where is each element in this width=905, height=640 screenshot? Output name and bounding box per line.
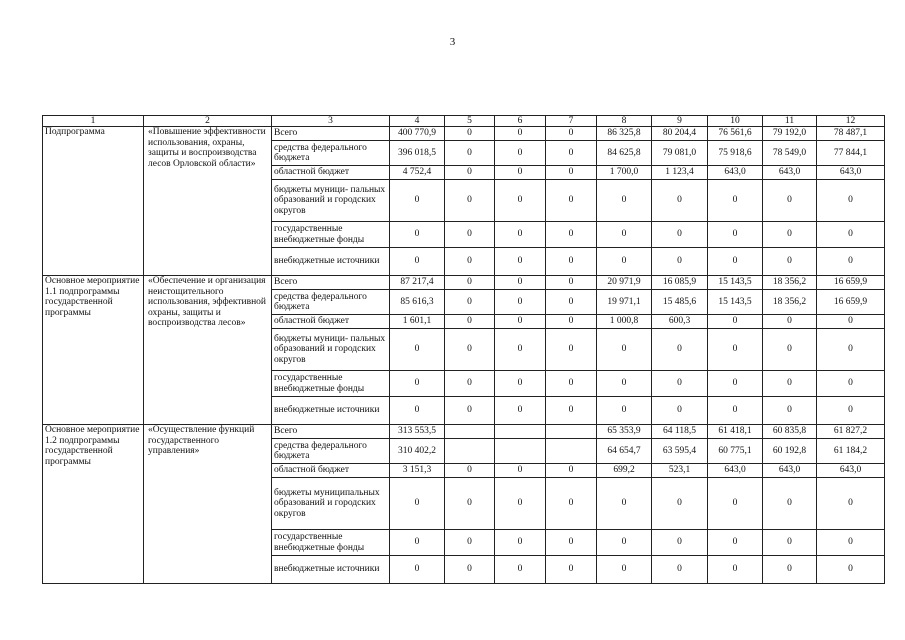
value-cell: 0	[763, 180, 817, 222]
value-cell: 61 827,2	[817, 425, 885, 439]
value-cell: 0	[390, 180, 445, 222]
value-cell: 0	[708, 222, 763, 248]
value-cell: 64 654,7	[597, 439, 652, 464]
value-cell: 0	[445, 315, 495, 329]
value-cell: 1 700,0	[597, 166, 652, 180]
event-name-cell: Основное мероприятие 1.1 подпрограммы государственной программы	[43, 276, 144, 425]
value-cell: 0	[445, 371, 495, 397]
event-name-cell: Основное мероприятие 1.2 подпрограммы государственной программы	[43, 425, 144, 584]
value-cell: 310 402,2	[390, 439, 445, 464]
value-cell: 0	[652, 397, 708, 425]
value-cell: 80 204,4	[652, 127, 708, 141]
header-cell: 8	[597, 116, 652, 127]
value-cell: 0	[652, 371, 708, 397]
value-cell: 643,0	[817, 166, 885, 180]
header-cell: 6	[495, 116, 546, 127]
event-title-cell: «Повышение эффективности использования, охраны, защиты и воспроизводства лесов Орловской области»	[144, 127, 272, 276]
value-cell: 16 085,9	[652, 276, 708, 290]
page-number: 3	[449, 36, 456, 48]
value-cell: 0	[546, 397, 597, 425]
value-cell: 85 616,3	[390, 290, 445, 315]
value-cell: 643,0	[708, 166, 763, 180]
value-cell: 0	[817, 248, 885, 276]
value-cell: 0	[390, 530, 445, 556]
value-cell: 699,2	[597, 464, 652, 478]
value-cell: 0	[495, 371, 546, 397]
value-cell: 0	[546, 371, 597, 397]
value-cell: 61 418,1	[708, 425, 763, 439]
value-cell: 0	[597, 478, 652, 530]
value-cell: 0	[546, 530, 597, 556]
value-cell: 400 770,9	[390, 127, 445, 141]
value-cell: 0	[445, 530, 495, 556]
value-cell: 0	[445, 248, 495, 276]
header-cell: 10	[708, 116, 763, 127]
value-cell: 0	[817, 180, 885, 222]
value-cell	[495, 439, 546, 464]
value-cell: 63 595,4	[652, 439, 708, 464]
value-cell: 0	[817, 222, 885, 248]
value-cell: 0	[817, 371, 885, 397]
value-cell: 0	[546, 127, 597, 141]
value-cell: 0	[763, 248, 817, 276]
header-cell: 11	[763, 116, 817, 127]
value-cell: 76 561,6	[708, 127, 763, 141]
header-cell: 7	[546, 116, 597, 127]
value-cell: 0	[390, 248, 445, 276]
value-cell: 15 143,5	[708, 276, 763, 290]
value-cell: 16 659,9	[817, 276, 885, 290]
value-cell: 523,1	[652, 464, 708, 478]
funding-source-cell: средства федерального бюджета	[272, 439, 390, 464]
value-cell: 396 018,5	[390, 141, 445, 166]
value-cell: 0	[390, 222, 445, 248]
value-cell: 60 835,8	[763, 425, 817, 439]
value-cell: 0	[495, 329, 546, 371]
funding-source-cell: средства федерального бюджета	[272, 141, 390, 166]
funding-source-cell: внебюджетные источники	[272, 397, 390, 425]
value-cell: 0	[652, 180, 708, 222]
table-row	[43, 425, 885, 439]
value-cell: 84 625,8	[597, 141, 652, 166]
value-cell: 0	[495, 248, 546, 276]
value-cell: 1 000,8	[597, 315, 652, 329]
value-cell: 0	[495, 397, 546, 425]
value-cell	[546, 439, 597, 464]
value-cell: 0	[652, 329, 708, 371]
value-cell: 0	[546, 315, 597, 329]
value-cell: 64 118,5	[652, 425, 708, 439]
funding-source-cell: государственные внебюджетные фонды	[272, 530, 390, 556]
funding-source-cell: Всего	[272, 276, 390, 290]
value-cell: 643,0	[708, 464, 763, 478]
funding-source-cell: бюджеты муниципальных образований и городских округов	[272, 478, 390, 530]
value-cell	[495, 425, 546, 439]
funding-source-cell: средства федерального бюджета	[272, 290, 390, 315]
value-cell: 0	[495, 166, 546, 180]
value-cell: 1 123,4	[652, 166, 708, 180]
table-row	[43, 127, 885, 141]
value-cell: 0	[495, 530, 546, 556]
value-cell: 61 184,2	[817, 439, 885, 464]
value-cell: 313 553,5	[390, 425, 445, 439]
value-cell: 86 325,8	[597, 127, 652, 141]
value-cell: 0	[763, 315, 817, 329]
value-cell: 600,3	[652, 315, 708, 329]
value-cell	[445, 425, 495, 439]
funding-source-cell: Всего	[272, 127, 390, 141]
funding-source-cell: внебюджетные источники	[272, 248, 390, 276]
value-cell: 0	[546, 464, 597, 478]
value-cell: 0	[546, 329, 597, 371]
value-cell: 0	[546, 276, 597, 290]
value-cell: 0	[546, 478, 597, 530]
value-cell: 3 151,3	[390, 464, 445, 478]
value-cell: 15 485,6	[652, 290, 708, 315]
funding-source-cell: областной бюджет	[272, 464, 390, 478]
funding-source-cell: бюджеты муници- пальных образований и городских округов	[272, 329, 390, 371]
value-cell: 0	[763, 222, 817, 248]
value-cell: 0	[597, 222, 652, 248]
value-cell: 0	[597, 371, 652, 397]
value-cell: 0	[546, 180, 597, 222]
value-cell: 0	[597, 530, 652, 556]
value-cell: 643,0	[817, 464, 885, 478]
value-cell: 0	[390, 371, 445, 397]
value-cell: 0	[390, 556, 445, 584]
value-cell: 0	[708, 371, 763, 397]
value-cell: 0	[495, 141, 546, 166]
value-cell: 0	[546, 222, 597, 248]
funding-source-cell: государственные внебюджетные фонды	[272, 222, 390, 248]
value-cell: 0	[390, 478, 445, 530]
value-cell: 0	[390, 329, 445, 371]
value-cell: 0	[652, 222, 708, 248]
funding-source-cell: внебюджетные источники	[272, 556, 390, 584]
value-cell: 4 752,4	[390, 166, 445, 180]
value-cell: 0	[817, 329, 885, 371]
value-cell: 0	[708, 315, 763, 329]
value-cell: 0	[445, 141, 495, 166]
value-cell: 60 775,1	[708, 439, 763, 464]
value-cell: 0	[763, 371, 817, 397]
header-row	[43, 116, 885, 127]
value-cell: 0	[597, 329, 652, 371]
value-cell: 77 844,1	[817, 141, 885, 166]
value-cell: 0	[708, 478, 763, 530]
value-cell: 0	[597, 248, 652, 276]
value-cell: 0	[652, 478, 708, 530]
value-cell: 0	[652, 530, 708, 556]
event-title-cell: «Обеспечение и организация неистощительного использования, эффективной охраны, защиты и воспроизводства лесов»	[144, 276, 272, 425]
value-cell: 20 971,9	[597, 276, 652, 290]
value-cell: 0	[445, 290, 495, 315]
value-cell: 18 356,2	[763, 276, 817, 290]
value-cell: 16 659,9	[817, 290, 885, 315]
value-cell: 0	[546, 290, 597, 315]
value-cell: 0	[445, 556, 495, 584]
value-cell: 0	[708, 397, 763, 425]
budget-table	[42, 115, 885, 584]
value-cell: 78 549,0	[763, 141, 817, 166]
value-cell: 0	[495, 290, 546, 315]
value-cell: 0	[708, 329, 763, 371]
value-cell: 79 081,0	[652, 141, 708, 166]
value-cell: 75 918,6	[708, 141, 763, 166]
value-cell: 0	[763, 478, 817, 530]
value-cell: 60 192,8	[763, 439, 817, 464]
value-cell: 0	[763, 397, 817, 425]
value-cell: 1 601,1	[390, 315, 445, 329]
value-cell: 0	[597, 556, 652, 584]
value-cell: 0	[763, 530, 817, 556]
event-title-cell: «Осуществление функций государственного управления»	[144, 425, 272, 584]
value-cell: 0	[652, 248, 708, 276]
funding-source-cell: областной бюджет	[272, 315, 390, 329]
value-cell: 0	[597, 397, 652, 425]
value-cell: 87 217,4	[390, 276, 445, 290]
header-cell: 2	[144, 116, 272, 127]
value-cell: 79 192,0	[763, 127, 817, 141]
value-cell: 0	[546, 248, 597, 276]
value-cell: 0	[445, 397, 495, 425]
value-cell: 643,0	[763, 166, 817, 180]
value-cell: 0	[495, 180, 546, 222]
funding-source-cell: областной бюджет	[272, 166, 390, 180]
value-cell: 19 971,1	[597, 290, 652, 315]
funding-source-cell: бюджеты муници- пальных образований и городских округов	[272, 180, 390, 222]
value-cell: 0	[763, 556, 817, 584]
value-cell: 0	[445, 276, 495, 290]
value-cell: 0	[817, 397, 885, 425]
value-cell: 0	[445, 464, 495, 478]
value-cell: 15 143,5	[708, 290, 763, 315]
value-cell	[546, 425, 597, 439]
value-cell: 0	[445, 222, 495, 248]
value-cell	[445, 439, 495, 464]
value-cell: 0	[495, 315, 546, 329]
value-cell: 78 487,1	[817, 127, 885, 141]
header-cell: 1	[43, 116, 144, 127]
value-cell: 0	[495, 478, 546, 530]
value-cell: 0	[817, 556, 885, 584]
header-cell: 4	[390, 116, 445, 127]
funding-source-cell: Всего	[272, 425, 390, 439]
value-cell: 0	[817, 530, 885, 556]
value-cell: 0	[495, 222, 546, 248]
value-cell: 0	[546, 556, 597, 584]
value-cell: 0	[445, 478, 495, 530]
value-cell: 0	[817, 478, 885, 530]
value-cell: 0	[708, 556, 763, 584]
header-cell: 9	[652, 116, 708, 127]
value-cell: 0	[495, 127, 546, 141]
value-cell: 0	[495, 556, 546, 584]
value-cell: 643,0	[763, 464, 817, 478]
event-name-cell: Подпрограмма	[43, 127, 144, 276]
value-cell: 0	[708, 180, 763, 222]
table-row	[43, 276, 885, 290]
value-cell: 0	[445, 180, 495, 222]
value-cell: 0	[546, 166, 597, 180]
value-cell: 0	[597, 180, 652, 222]
value-cell: 0	[445, 166, 495, 180]
header-cell: 3	[272, 116, 390, 127]
value-cell: 0	[708, 530, 763, 556]
header-cell: 12	[817, 116, 885, 127]
funding-source-cell: государственные внебюджетные фонды	[272, 371, 390, 397]
value-cell: 0	[445, 329, 495, 371]
value-cell: 0	[817, 315, 885, 329]
value-cell: 18 356,2	[763, 290, 817, 315]
value-cell: 0	[495, 464, 546, 478]
value-cell: 0	[708, 248, 763, 276]
value-cell: 0	[445, 127, 495, 141]
value-cell: 65 353,9	[597, 425, 652, 439]
value-cell: 0	[546, 141, 597, 166]
value-cell: 0	[652, 556, 708, 584]
value-cell: 0	[763, 329, 817, 371]
value-cell: 0	[495, 276, 546, 290]
value-cell: 0	[390, 397, 445, 425]
header-cell: 5	[445, 116, 495, 127]
